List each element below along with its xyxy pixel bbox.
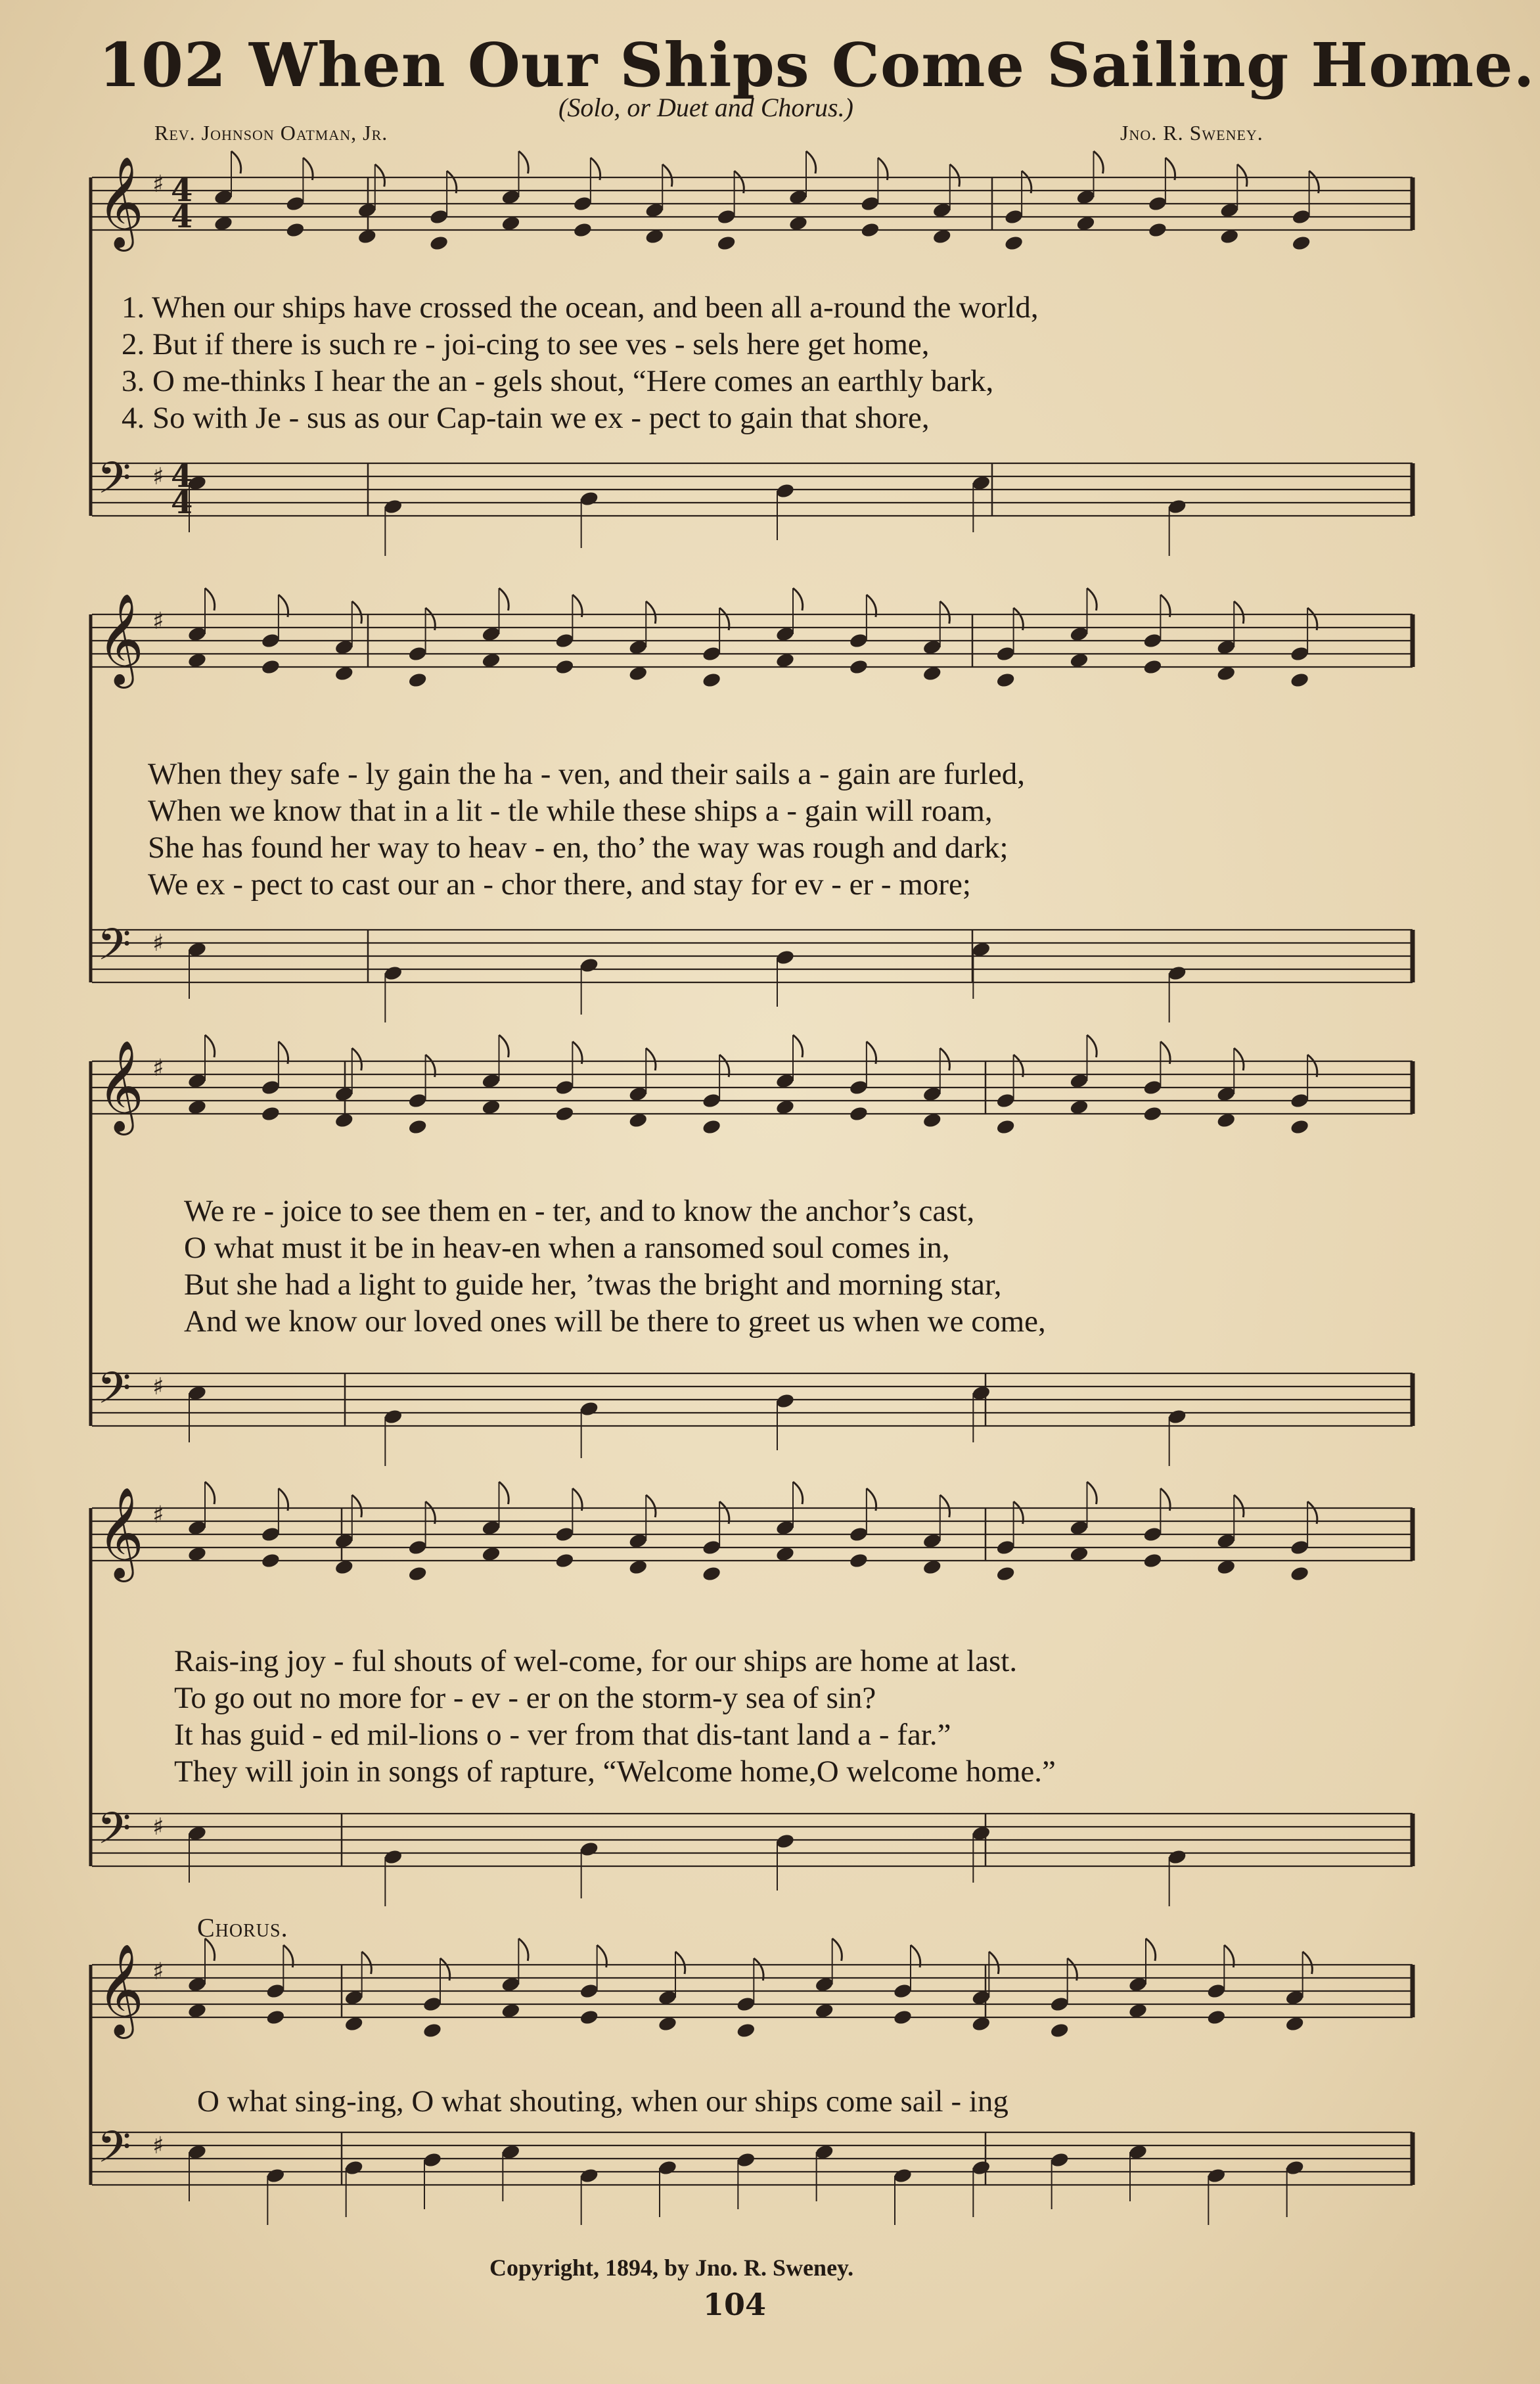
sharp-icon: ♯ <box>152 1373 164 1400</box>
bass-clef-icon: 𝄢 <box>97 2122 131 2183</box>
notehead <box>860 221 880 239</box>
lyric-line: But she had a light to guide her, ’twas the bright and morning star, <box>184 1268 1002 1302</box>
notehead <box>579 490 599 507</box>
notehead <box>1143 1105 1163 1122</box>
notehead <box>775 482 796 499</box>
note-flag <box>793 588 803 610</box>
notehead <box>555 632 575 649</box>
notehead <box>261 1105 281 1122</box>
bass-clef-icon: 𝄢 <box>97 453 131 514</box>
notehead <box>736 1996 756 2013</box>
verse-block-2 <box>148 756 1540 903</box>
notehead <box>849 1552 869 1569</box>
note-flag <box>352 601 362 624</box>
sharp-icon: ♯ <box>152 463 164 490</box>
lyric-line: We re - joice to see them en - ter, and to know the anchor’s cast, <box>184 1194 975 1228</box>
sharp-icon: ♯ <box>152 1055 164 1082</box>
note-flag <box>662 164 672 187</box>
note-flag <box>1087 1035 1097 1057</box>
notehead <box>285 195 306 212</box>
notehead <box>429 235 449 252</box>
note-flag <box>499 1482 509 1504</box>
hymn-subtitle: (Solo, or Duet and Chorus.) <box>558 93 853 122</box>
notehead <box>775 1392 796 1410</box>
notehead <box>407 1565 428 1582</box>
note-flag <box>1234 601 1244 624</box>
lyric-line: She has found her way to heav - en, tho’ the way was rough and dark; <box>148 831 1008 865</box>
lyric-line: When we know that in a lit - tle while these ships a - gain will roam, <box>148 794 993 828</box>
lyric-line: We ex - pect to cast our an - chor there, and stay for ev - er - more; <box>148 867 971 902</box>
notehead <box>775 1833 796 1850</box>
sharp-icon: ♯ <box>152 2132 164 2159</box>
notehead <box>265 2009 286 2026</box>
lyric-line: 2. But if there is such re - joi-cing to see ves - sels here get home, <box>122 327 930 361</box>
notehead <box>1148 195 1168 212</box>
notehead <box>1167 1408 1187 1425</box>
notehead <box>971 2159 991 2176</box>
notehead <box>1290 1565 1310 1582</box>
notehead <box>407 1118 428 1135</box>
hymn-number: 102 <box>99 30 227 101</box>
sharp-icon: ♯ <box>152 1958 164 1985</box>
note-flag <box>675 1952 685 1974</box>
notehead <box>736 2151 756 2168</box>
note-flag <box>989 1952 999 1974</box>
treble-clef-icon: 𝄞 <box>97 1944 144 2035</box>
lyric-line: They will join in songs of rapture, “Welcome home,O welcome home.” <box>174 1754 1056 1789</box>
note-flag <box>806 151 816 173</box>
notehead <box>555 1552 575 1569</box>
note-flag <box>352 1495 362 1517</box>
note-flag <box>518 1938 528 1961</box>
lyric-line: It has guid - ed mil-lions o - ver from that dis-tant land a - far.” <box>174 1718 951 1752</box>
note-flag <box>832 1938 842 1961</box>
notehead <box>1143 1552 1163 1569</box>
notehead <box>1291 235 1311 252</box>
notehead <box>383 1408 403 1425</box>
notehead <box>1290 1092 1310 1109</box>
notehead <box>1290 672 1310 689</box>
note-flag <box>950 164 960 187</box>
sharp-icon: ♯ <box>152 608 164 635</box>
notehead <box>1291 208 1311 225</box>
time-signature: 4 <box>171 458 193 495</box>
note-flag <box>940 601 950 624</box>
notehead <box>285 221 306 239</box>
note-flag <box>1087 1482 1097 1504</box>
notehead <box>555 1079 575 1096</box>
time-signature: 4 <box>171 172 193 209</box>
lyric-line: O what sing-ing, O what shouting, when our ships come sail - ing <box>197 2084 1008 2119</box>
note-flag <box>499 588 509 610</box>
note-flag <box>375 164 385 187</box>
notehead <box>849 632 869 649</box>
notehead <box>579 2009 599 2026</box>
notehead <box>579 2167 599 2184</box>
notehead <box>1049 1996 1070 2013</box>
notehead <box>1143 1526 1163 1543</box>
lyric-line: O what must it be in heav-en when a ransomed soul comes in, <box>184 1231 950 1265</box>
notehead <box>702 1565 722 1582</box>
notehead <box>702 1539 722 1556</box>
note-flag <box>646 601 656 624</box>
notehead <box>1143 658 1163 676</box>
notehead <box>995 672 1016 689</box>
notehead <box>860 195 880 212</box>
notehead <box>261 1526 281 1543</box>
notehead <box>1206 2167 1227 2184</box>
notehead <box>736 2022 756 2039</box>
note-flag <box>352 1048 362 1070</box>
lyric-line: 4. So with Je - sus as our Cap-tain we ex - pect to gain that shore, <box>122 401 930 435</box>
notehead <box>579 1841 599 1858</box>
treble-clef-icon: 𝄞 <box>97 1040 144 1132</box>
time-signature: 4 <box>171 484 193 521</box>
verse-block-3 <box>184 1193 1540 1340</box>
notehead <box>429 208 449 225</box>
notehead <box>422 1996 443 2013</box>
note-flag <box>793 1035 803 1057</box>
notehead <box>261 1079 281 1096</box>
notehead <box>1290 645 1310 662</box>
notehead <box>893 2009 913 2026</box>
notehead <box>383 498 403 515</box>
note-flag <box>1234 1495 1244 1517</box>
hymn-title: When Our Ships Come Sailing Home. <box>249 30 1535 101</box>
notehead <box>716 235 736 252</box>
notehead <box>702 1118 722 1135</box>
verse-block-4 <box>174 1643 1540 1790</box>
notehead <box>261 658 281 676</box>
notehead <box>1167 1848 1187 1866</box>
notehead <box>702 1092 722 1109</box>
note-flag <box>499 1035 509 1057</box>
notehead <box>579 1983 599 2000</box>
note-flag <box>205 1482 215 1504</box>
notehead <box>893 2167 913 2184</box>
chorus-label: Chorus. <box>197 1913 288 1942</box>
note-flag <box>1237 164 1247 187</box>
note-flag <box>362 1952 372 1974</box>
notehead <box>1167 498 1187 515</box>
notehead <box>1290 1539 1310 1556</box>
notehead <box>849 1526 869 1543</box>
notehead <box>1206 2009 1227 2026</box>
notehead <box>383 965 403 982</box>
notehead <box>1148 221 1168 239</box>
lyric-line: To go out no more for - ev - er on the storm-y sea of sin? <box>174 1681 876 1715</box>
notehead <box>995 1539 1016 1556</box>
notehead <box>1167 965 1187 982</box>
note-flag <box>1087 588 1097 610</box>
notehead <box>1206 1983 1227 2000</box>
notehead <box>995 1565 1016 1582</box>
copyright-notice: Copyright, 1894, by Jno. R. Sweney. <box>489 2255 854 2281</box>
lyric-line: And we know our loved ones will be there to greet us when we come, <box>184 1304 1046 1339</box>
composer: Jno. R. Sweney. <box>1120 121 1263 145</box>
notehead <box>573 221 593 239</box>
notehead <box>579 957 599 974</box>
note-flag <box>793 1482 803 1504</box>
note-flag <box>646 1495 656 1517</box>
notehead <box>555 658 575 676</box>
notehead <box>849 1079 869 1096</box>
notehead <box>995 1092 1016 1109</box>
notehead <box>407 672 428 689</box>
notehead <box>422 2151 443 2168</box>
note-flag <box>205 1035 215 1057</box>
notehead <box>1143 632 1163 649</box>
sharp-icon: ♯ <box>152 1814 164 1841</box>
treble-clef-icon: 𝄞 <box>97 156 144 248</box>
notehead <box>1290 1118 1310 1135</box>
notehead <box>579 1400 599 1417</box>
notehead <box>555 1105 575 1122</box>
lyric-line: 3. O me-thinks I hear the an - gels shout, “Here comes an earthly bark, <box>122 364 994 398</box>
verse-block-1 <box>122 289 1534 436</box>
notehead <box>261 1552 281 1569</box>
notehead <box>702 645 722 662</box>
bass-clef-icon: 𝄢 <box>97 1363 131 1424</box>
notehead <box>702 672 722 689</box>
sharp-icon: ♯ <box>152 171 164 198</box>
notehead <box>407 1092 428 1109</box>
notehead <box>1004 208 1024 225</box>
notehead <box>265 1983 286 2000</box>
notehead <box>893 1983 913 2000</box>
lyric-line: When they safe - ly gain the ha - ven, and their sails a - gain are furled, <box>148 757 1026 791</box>
notehead <box>849 658 869 676</box>
treble-clef-icon: 𝄞 <box>97 593 144 685</box>
notehead <box>407 645 428 662</box>
notehead <box>658 2159 678 2176</box>
bass-clef-icon: 𝄢 <box>97 1803 131 1864</box>
notehead <box>1049 2151 1070 2168</box>
page-number: 104 <box>703 2287 767 2322</box>
sharp-icon: ♯ <box>152 930 164 957</box>
notehead <box>849 1105 869 1122</box>
note-flag <box>940 1495 950 1517</box>
lyric-line: Rais-ing joy - ful shouts of wel-come, for our ships are home at last. <box>174 1644 1018 1678</box>
bass-clef-icon: 𝄢 <box>97 919 131 980</box>
notehead <box>422 2022 443 2039</box>
note-flag <box>1234 1048 1244 1070</box>
note-flag <box>231 151 241 173</box>
notehead <box>775 949 796 966</box>
note-flag <box>646 1048 656 1070</box>
notehead <box>573 195 593 212</box>
sharp-icon: ♯ <box>152 1501 164 1528</box>
notehead <box>1049 2022 1070 2039</box>
lyricist: Rev. Johnson Oatman, Jr. <box>154 121 388 145</box>
note-flag <box>519 151 529 173</box>
notehead <box>261 632 281 649</box>
note-flag <box>205 588 215 610</box>
chorus-block <box>197 2083 1540 2120</box>
notehead <box>995 1118 1016 1135</box>
notehead <box>716 208 736 225</box>
notehead <box>265 2167 286 2184</box>
notehead <box>995 645 1016 662</box>
notehead <box>1143 1079 1163 1096</box>
notehead <box>1284 2159 1305 2176</box>
note-flag <box>1146 1938 1156 1961</box>
notehead <box>1004 235 1024 252</box>
notehead <box>383 1848 403 1866</box>
note-flag <box>940 1048 950 1070</box>
notehead <box>344 2159 364 2176</box>
note-flag <box>1094 151 1104 173</box>
note-flag <box>1303 1952 1313 1974</box>
notehead <box>407 1539 428 1556</box>
time-signature: 4 <box>171 198 193 235</box>
treble-clef-icon: 𝄞 <box>97 1487 144 1578</box>
notehead <box>555 1526 575 1543</box>
lyric-line: 1. When our ships have crossed the ocean, and been all a-round the world, <box>122 290 1039 325</box>
